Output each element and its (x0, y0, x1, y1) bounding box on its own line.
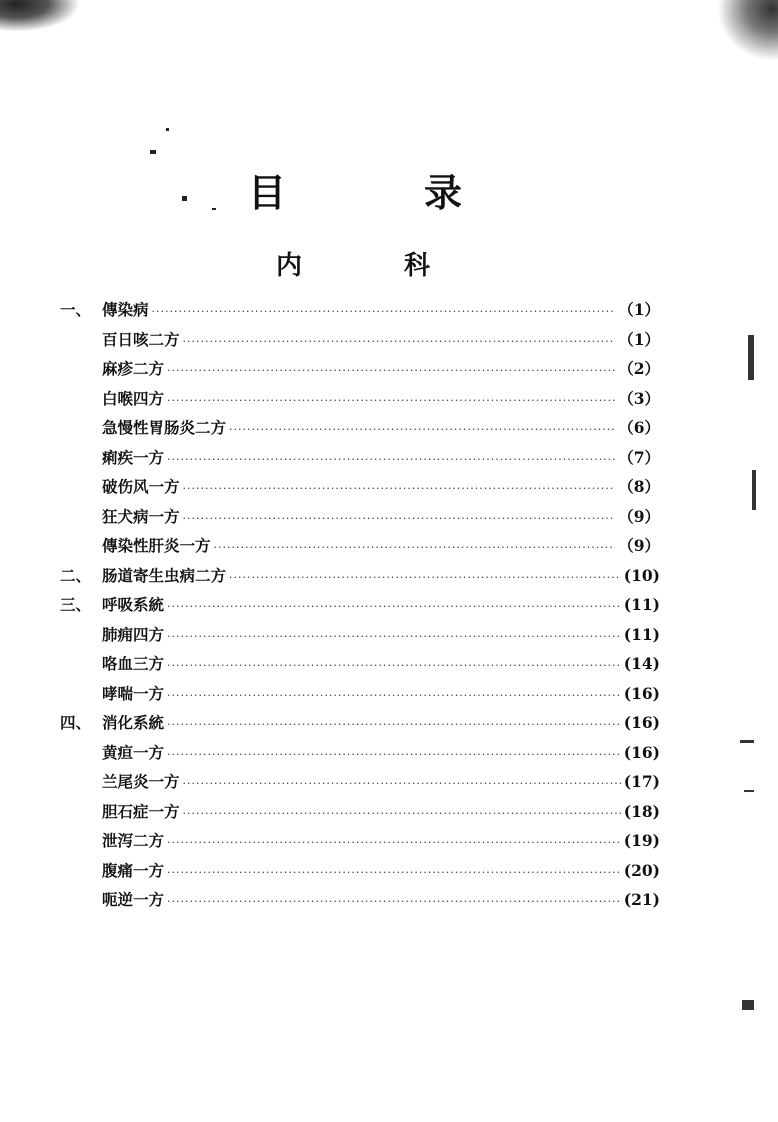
toc-entry (60, 711, 660, 741)
toc-page-number: (11) (623, 595, 660, 614)
toc-page-number: （6） (618, 418, 660, 437)
toc-page-number: （9） (618, 506, 660, 526)
dot-leader (183, 807, 621, 820)
toc-label: 兰尾炎一方 (102, 772, 180, 791)
scan-smudge (0, 0, 80, 32)
dot-leader (229, 423, 615, 436)
toc-label: 傳染性肝炎一方 (102, 536, 211, 555)
dot-leader (167, 836, 621, 849)
toc-entry (60, 829, 660, 859)
dot-leader (183, 482, 616, 495)
dot-leader (167, 364, 615, 377)
scan-smudge (713, 0, 778, 65)
toc-label: 肺痈四方 (102, 624, 165, 644)
toc-label: 麻疹二方 (102, 359, 165, 378)
dot-leader (167, 895, 621, 908)
toc-entry (60, 741, 660, 771)
toc-label: 破伤风一方 (102, 477, 180, 496)
toc-label: 消化系統 (102, 713, 165, 732)
title-char: 录 (424, 170, 463, 215)
toc-entry (60, 505, 660, 535)
toc-entry (60, 534, 660, 564)
heading-char: 科 (404, 251, 431, 281)
dot-leader (229, 571, 621, 584)
toc-page-number: (10) (623, 565, 660, 585)
toc-entry (60, 446, 660, 476)
toc-label: 咯血三方 (102, 654, 165, 673)
toc-label: 狂犬病一方 (102, 506, 180, 526)
toc-entry (60, 357, 660, 387)
toc-entry (60, 682, 660, 712)
toc-number: 三、 (60, 595, 92, 614)
toc-entry (60, 328, 660, 358)
dot-leader (167, 748, 621, 761)
dot-leader (214, 541, 616, 554)
edge-mark (742, 1000, 754, 1010)
toc-page-number: (16) (623, 683, 660, 703)
toc-label: 百日咳二方 (102, 329, 180, 349)
toc-label: 痢疾一方 (102, 447, 165, 467)
toc-page-number: (16) (623, 742, 660, 762)
toc-entry (60, 770, 660, 800)
toc-page-number: (20) (623, 860, 660, 880)
title-char: 目 (248, 170, 287, 215)
scan-speck (150, 150, 156, 154)
edge-mark (752, 470, 756, 510)
dot-leader (167, 453, 615, 466)
toc-label: 呃逆一方 (102, 890, 165, 909)
dot-leader (167, 659, 621, 672)
heading-char: 内 (276, 251, 303, 281)
toc-entry (60, 387, 660, 417)
toc-number: 二、 (60, 565, 92, 585)
toc-label: 呼吸系統 (102, 595, 165, 614)
dot-leader (167, 718, 621, 731)
dot-leader (183, 512, 616, 525)
toc-page-number: （3） (618, 388, 660, 408)
toc-entry (60, 623, 660, 653)
toc-label: 急慢性胃肠炎二方 (102, 418, 227, 437)
toc-page-number: （1） (618, 300, 660, 319)
toc-label: 胆石症一方 (102, 801, 180, 821)
scan-speck (212, 208, 216, 210)
toc-entry (60, 859, 660, 889)
edge-mark (744, 790, 754, 792)
toc-page-number: （2） (618, 359, 660, 378)
toc-entry (60, 416, 660, 446)
dot-leader (152, 305, 616, 318)
toc-label: 泄泻二方 (102, 831, 165, 850)
toc-entry (60, 564, 660, 594)
scan-speck (166, 128, 169, 131)
dot-leader (183, 335, 616, 348)
dot-leader (167, 600, 621, 613)
toc-page-number: （9） (618, 536, 660, 555)
edge-mark (748, 335, 754, 380)
dot-leader (183, 777, 621, 790)
table-of-contents (60, 298, 660, 918)
toc-entry (60, 298, 660, 328)
scan-speck (182, 196, 187, 201)
toc-label: 傳染病 (102, 300, 149, 319)
toc-page-number: (16) (623, 713, 660, 732)
toc-entry (60, 475, 660, 505)
toc-page-number: （1） (618, 329, 660, 349)
toc-page-number: （7） (618, 447, 660, 467)
toc-entry (60, 593, 660, 623)
toc-page-number: (17) (623, 772, 660, 791)
toc-label: 白喉四方 (102, 388, 165, 408)
dot-leader (167, 630, 621, 643)
toc-number: 一、 (60, 300, 92, 319)
toc-page-number: (14) (623, 654, 660, 673)
toc-label: 哮喘一方 (102, 683, 165, 703)
toc-number: 四、 (60, 713, 92, 732)
toc-entry (60, 800, 660, 830)
section-heading (276, 248, 476, 284)
page-title (248, 168, 488, 218)
toc-page-number: (11) (623, 624, 660, 644)
dot-leader (167, 866, 621, 879)
toc-page-number: (21) (623, 890, 660, 909)
toc-label: 腹痛一方 (102, 860, 165, 880)
toc-page-number: （8） (618, 477, 660, 496)
toc-page-number: (18) (623, 801, 660, 821)
toc-page-number: (19) (623, 831, 660, 850)
edge-mark (740, 740, 754, 743)
toc-label: 黄疸一方 (102, 742, 165, 762)
toc-label: 肠道寄生虫病二方 (102, 565, 227, 585)
dot-leader (167, 394, 615, 407)
dot-leader (167, 689, 621, 702)
toc-entry (60, 888, 660, 918)
toc-entry (60, 652, 660, 682)
